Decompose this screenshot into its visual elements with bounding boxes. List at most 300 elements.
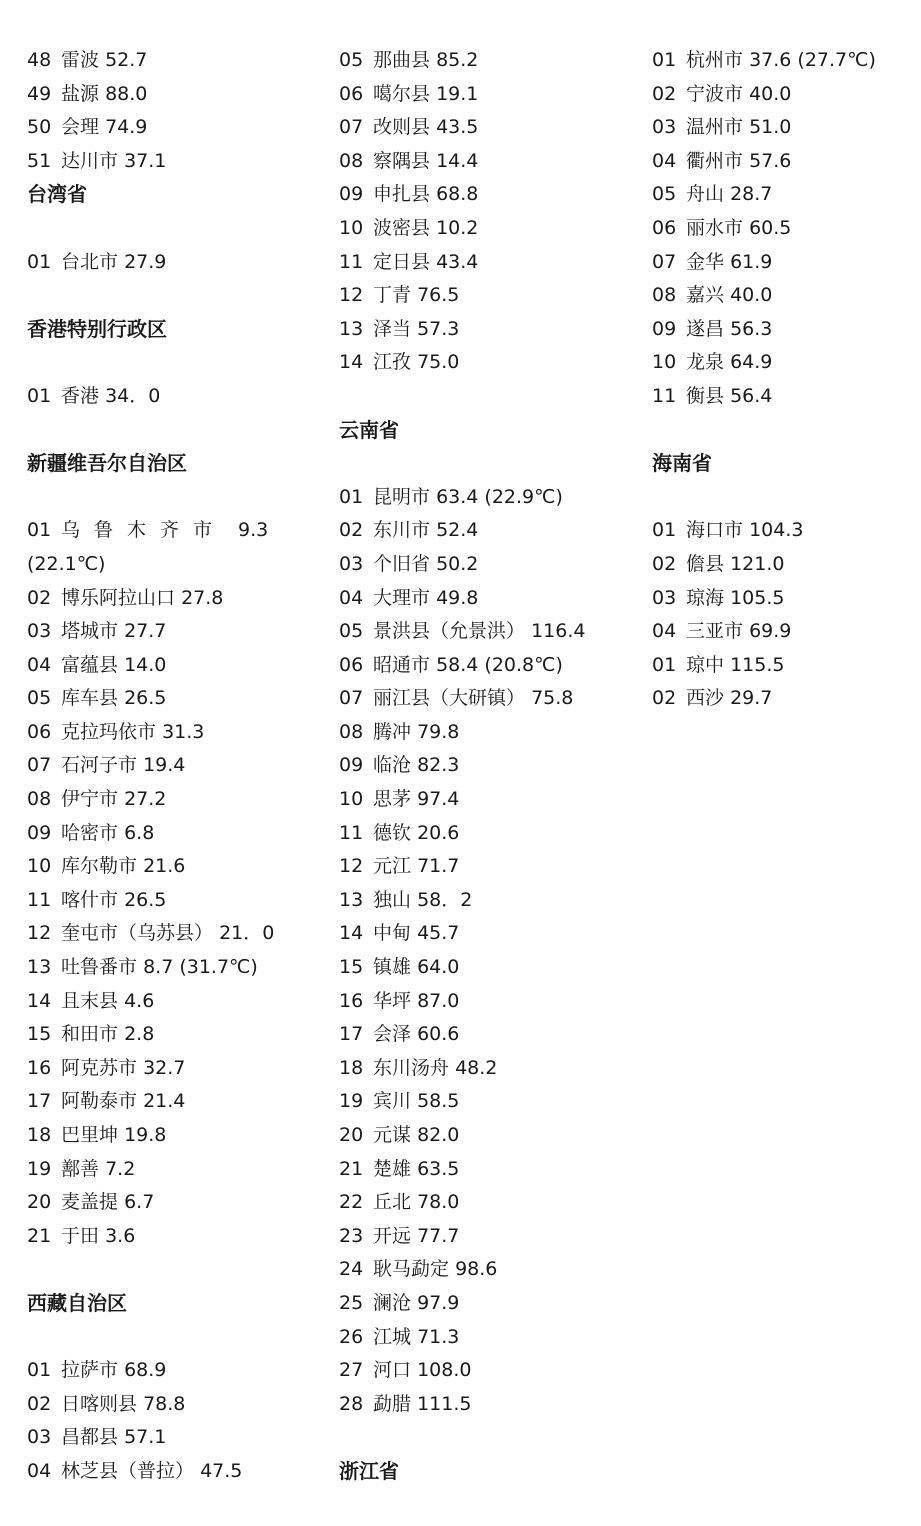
list-item bbox=[339, 78, 629, 112]
entry-number: 04 bbox=[27, 653, 52, 676]
entry-number: 08 bbox=[339, 149, 364, 172]
entry-value: 78.8 bbox=[143, 1392, 186, 1415]
list-item bbox=[27, 1052, 317, 1086]
entry-value: 52.4 bbox=[436, 519, 479, 542]
entry-value: 27.8 bbox=[181, 586, 224, 609]
entry-number: 02 bbox=[27, 586, 52, 609]
entry-number: 02 bbox=[652, 687, 677, 710]
entry-number: 10 bbox=[652, 351, 677, 374]
entry-name: 舟山 bbox=[686, 183, 725, 206]
entry-number: 07 bbox=[652, 250, 677, 273]
entry-value: 31.3 bbox=[162, 720, 205, 743]
entry-name: 克拉玛依市 bbox=[61, 720, 157, 743]
entry-value: 56.3 bbox=[730, 317, 773, 340]
list-item bbox=[27, 1421, 317, 1455]
entry-name: 昌都县 bbox=[61, 1426, 119, 1449]
list-item bbox=[652, 246, 914, 280]
entry-value: 43.4 bbox=[436, 250, 479, 273]
entry-name: 华坪 bbox=[373, 989, 412, 1012]
entry-name: 申扎县 bbox=[373, 183, 431, 206]
list-item bbox=[27, 649, 317, 683]
entry-name: 衢州市 bbox=[686, 149, 744, 172]
entry-name: 库尔勒市 bbox=[61, 855, 138, 878]
list-item bbox=[339, 1119, 629, 1153]
entry-value: 75.0 bbox=[417, 351, 460, 374]
entry-name: 独山 bbox=[373, 888, 412, 911]
entry-value: 57.6 bbox=[749, 149, 792, 172]
entry-number: 21 bbox=[339, 1157, 364, 1180]
entry-value: 57.1 bbox=[124, 1426, 167, 1449]
entry-value: 2.8 bbox=[124, 1023, 155, 1046]
list-item bbox=[339, 615, 629, 649]
entry-number: 01 bbox=[27, 384, 52, 407]
entry-number: 01 bbox=[652, 653, 677, 676]
entry-name: 波密县 bbox=[373, 216, 431, 239]
list-item bbox=[339, 1052, 629, 1086]
entry-number: 04 bbox=[652, 149, 677, 172]
entry-name: 东川市 bbox=[373, 519, 431, 542]
entry-value: 10.2 bbox=[436, 216, 479, 239]
entry-number: 01 bbox=[27, 1359, 52, 1382]
entry-name: 宾川 bbox=[373, 1090, 412, 1113]
entry-name: 达川市 bbox=[61, 149, 119, 172]
entry-number: 24 bbox=[339, 1258, 364, 1281]
entry-value: 58.4 (20.8℃) bbox=[436, 653, 563, 676]
entry-number: 50 bbox=[27, 116, 52, 139]
entry-name: 腾冲 bbox=[373, 720, 412, 743]
list-item bbox=[652, 649, 914, 683]
entry-value: 79.8 bbox=[417, 720, 460, 743]
entry-value: 60.6 bbox=[417, 1023, 460, 1046]
entry-value: 40.0 bbox=[730, 284, 773, 307]
list-item bbox=[339, 917, 629, 951]
entry-number: 03 bbox=[27, 1426, 52, 1449]
entry-number: 16 bbox=[27, 1056, 52, 1079]
entry-value: 19.8 bbox=[124, 1124, 167, 1146]
entry-name: 河口 bbox=[373, 1359, 412, 1382]
list-item bbox=[652, 582, 914, 616]
entry-value: 52.7 bbox=[105, 49, 148, 71]
entry-name: 和田市 bbox=[61, 1023, 119, 1046]
entry-number: 14 bbox=[339, 351, 364, 374]
entry-number: 06 bbox=[652, 216, 677, 239]
xizang-list bbox=[27, 1354, 317, 1488]
entry-name: 元谋 bbox=[373, 1124, 412, 1146]
entry-number: 03 bbox=[652, 116, 677, 139]
list-item bbox=[339, 346, 629, 380]
entry-value: 115.5 bbox=[730, 653, 785, 676]
list-item bbox=[652, 279, 914, 313]
entry-number: 28 bbox=[339, 1392, 364, 1415]
list-item bbox=[339, 985, 629, 1019]
entry-name: 衡县 bbox=[686, 384, 725, 407]
entry-number: 06 bbox=[339, 82, 364, 105]
entry-number: 21 bbox=[27, 1224, 52, 1247]
entry-number: 11 bbox=[652, 384, 677, 407]
entry-number: 01 bbox=[27, 250, 52, 273]
entry-name: 勐腊 bbox=[373, 1392, 412, 1415]
entry-value: 56.4 bbox=[730, 384, 773, 407]
entry-name: 嘉兴 bbox=[686, 284, 725, 307]
list-item bbox=[652, 313, 914, 347]
entry-name: 塔城市 bbox=[61, 620, 119, 643]
entry-number: 06 bbox=[27, 720, 52, 743]
entry-number: 09 bbox=[652, 317, 677, 340]
entry-name: 乌鲁木齐市 bbox=[61, 519, 227, 542]
list-item bbox=[27, 917, 317, 951]
entry-value: 7.2 bbox=[105, 1157, 136, 1180]
section-gap bbox=[339, 1421, 629, 1455]
entry-name: 于田 bbox=[61, 1224, 100, 1247]
entry-number: 18 bbox=[339, 1056, 364, 1079]
entry-value: 14.4 bbox=[436, 149, 479, 172]
entry-number: 04 bbox=[652, 620, 677, 643]
entry-name: 盐源 bbox=[61, 82, 100, 105]
entry-name: 石河子市 bbox=[61, 754, 138, 777]
entry-number: 15 bbox=[27, 1023, 52, 1046]
list-item bbox=[27, 1119, 317, 1153]
entry-value: 50.2 bbox=[436, 552, 479, 575]
entry-name: 丽水市 bbox=[686, 216, 744, 239]
list-item bbox=[339, 1253, 629, 1287]
list-item bbox=[339, 716, 629, 750]
entry-value: 78.0 bbox=[417, 1191, 460, 1214]
list-item bbox=[27, 749, 317, 783]
entry-value: 63.4 (22.9℃) bbox=[436, 485, 563, 508]
list-item bbox=[27, 1186, 317, 1220]
entry-value: 77.7 bbox=[417, 1224, 460, 1247]
entry-value: 88.0 bbox=[105, 82, 148, 105]
entry-value: 49.8 bbox=[436, 586, 479, 609]
entry-number: 03 bbox=[652, 586, 677, 609]
list-item bbox=[652, 380, 914, 414]
entry-name: 楚雄 bbox=[373, 1157, 412, 1180]
entry-number: 08 bbox=[652, 284, 677, 307]
entry-value: 68.9 bbox=[124, 1359, 167, 1382]
list-item bbox=[652, 78, 914, 112]
entry-value: 26.5 bbox=[124, 687, 167, 710]
entry-number: 01 bbox=[652, 519, 677, 542]
entry-name: 阿克苏市 bbox=[61, 1056, 138, 1079]
entry-number: 10 bbox=[27, 855, 52, 878]
entry-value: 108.0 bbox=[417, 1359, 472, 1382]
entry-name: 开远 bbox=[373, 1224, 412, 1247]
list-item bbox=[339, 682, 629, 716]
entry-name: 雷波 bbox=[61, 49, 100, 71]
entry-number: 20 bbox=[27, 1191, 52, 1214]
entry-value: 68.8 bbox=[436, 183, 479, 206]
entry-number: 09 bbox=[339, 754, 364, 777]
entry-value: 105.5 bbox=[730, 586, 785, 609]
entry-value: 58．2 bbox=[417, 888, 473, 911]
entry-name: 香港 bbox=[61, 384, 100, 407]
column-2 bbox=[339, 44, 629, 1522]
entry-value: 111.5 bbox=[417, 1392, 472, 1415]
entry-number: 18 bbox=[27, 1124, 52, 1146]
list-item bbox=[339, 1287, 629, 1321]
entry-value: 104.3 bbox=[749, 519, 804, 542]
entry-number: 05 bbox=[339, 620, 364, 643]
list-item bbox=[27, 1085, 317, 1119]
entry-name: 富蕴县 bbox=[61, 653, 119, 676]
entry-name: 博乐阿拉山口 bbox=[61, 586, 176, 609]
list-item bbox=[27, 111, 317, 145]
entry-name: 元江 bbox=[373, 855, 412, 878]
entry-number: 04 bbox=[339, 586, 364, 609]
entry-name: 遂昌 bbox=[686, 317, 725, 340]
entry-name: 儋县 bbox=[686, 552, 725, 575]
entry-value: 121.0 bbox=[730, 552, 785, 575]
entry-value: 76.5 bbox=[417, 284, 460, 307]
entry-name: 会泽 bbox=[373, 1023, 412, 1046]
entry-name: 宁波市 bbox=[686, 82, 744, 105]
entry-number: 16 bbox=[339, 989, 364, 1012]
entry-value: 51.0 bbox=[749, 116, 792, 139]
entry-name: 丁青 bbox=[373, 284, 412, 307]
list-item bbox=[339, 145, 629, 179]
sichuan-tail-list bbox=[27, 44, 317, 178]
entry-name: 拉萨市 bbox=[61, 1359, 119, 1382]
entry-value: 34．0 bbox=[105, 384, 161, 407]
list-item bbox=[27, 850, 317, 884]
column-1 bbox=[27, 44, 317, 1489]
entry-value: 82.3 bbox=[417, 754, 460, 777]
list-item bbox=[652, 548, 914, 582]
entry-name: 改则县 bbox=[373, 116, 431, 139]
list-item bbox=[27, 582, 317, 616]
entry-value: 4.6 bbox=[124, 989, 155, 1012]
entry-number: 23 bbox=[339, 1224, 364, 1247]
entry-value: 97.4 bbox=[417, 788, 460, 811]
entry-number: 09 bbox=[27, 821, 52, 844]
entry-name: 昆明市 bbox=[373, 485, 431, 508]
list-item bbox=[339, 649, 629, 683]
list-item bbox=[27, 1455, 317, 1489]
entry-name: 耿马勐定 bbox=[373, 1258, 450, 1281]
entry-value: 98.6 bbox=[455, 1258, 498, 1281]
entry-value: 20.6 bbox=[417, 821, 460, 844]
entry-name: 三亚市 bbox=[686, 620, 744, 643]
list-item bbox=[652, 44, 914, 78]
list-item bbox=[27, 716, 317, 750]
hongkong-list bbox=[27, 380, 317, 414]
list-item bbox=[27, 1354, 317, 1388]
entry-number: 25 bbox=[339, 1291, 364, 1314]
list-item bbox=[339, 749, 629, 783]
entry-value: 26.5 bbox=[124, 888, 167, 911]
entry-value: 71.7 bbox=[417, 855, 460, 878]
entry-number: 13 bbox=[339, 317, 364, 340]
list-item bbox=[652, 615, 914, 649]
list-item bbox=[339, 817, 629, 851]
list-item bbox=[27, 1220, 317, 1254]
entry-value: 69.9 bbox=[749, 620, 792, 643]
entry-number: 05 bbox=[27, 687, 52, 710]
entry-number: 07 bbox=[27, 754, 52, 777]
list-item bbox=[339, 1354, 629, 1388]
entry-value: 87.0 bbox=[417, 989, 460, 1012]
entry-number: 01 bbox=[339, 485, 364, 508]
list-item bbox=[339, 313, 629, 347]
entry-name: 巴里坤 bbox=[61, 1124, 119, 1146]
entry-number: 05 bbox=[339, 49, 364, 71]
entry-name: 噶尔县 bbox=[373, 82, 431, 105]
entry-number: 10 bbox=[339, 788, 364, 811]
xinjiang-list bbox=[27, 582, 317, 1254]
entry-value: 9.3 bbox=[238, 519, 269, 542]
entry-name: 昭通市 bbox=[373, 653, 431, 676]
entry-name: 澜沧 bbox=[373, 1291, 412, 1314]
list-item bbox=[339, 582, 629, 616]
entry-number: 13 bbox=[339, 888, 364, 911]
entry-value: 29.7 bbox=[730, 687, 773, 710]
entry-name: 思茅 bbox=[373, 788, 412, 811]
list-item bbox=[652, 346, 914, 380]
entry-number: 19 bbox=[339, 1090, 364, 1113]
entry-name: 江孜 bbox=[373, 351, 412, 374]
entry-value: 58.5 bbox=[417, 1090, 460, 1113]
entry-number: 06 bbox=[339, 653, 364, 676]
list-item bbox=[652, 514, 914, 548]
entry-value: 6.8 bbox=[124, 821, 155, 844]
entry-value: 60.5 bbox=[749, 216, 792, 239]
entry-number: 19 bbox=[27, 1157, 52, 1180]
zhejiang-list bbox=[652, 44, 914, 414]
entry-value: 61.9 bbox=[730, 250, 773, 273]
entry-value: 3.6 bbox=[105, 1224, 136, 1247]
list-item bbox=[339, 1220, 629, 1254]
entry-number: 27 bbox=[339, 1359, 364, 1382]
entry-name: 丽江县（大研镇） bbox=[373, 687, 526, 710]
entry-value: 19.1 bbox=[436, 82, 479, 105]
entry-name: 喀什市 bbox=[61, 888, 119, 911]
entry-value: 82.0 bbox=[417, 1124, 460, 1146]
entry-number: 20 bbox=[339, 1124, 364, 1146]
entry-name: 台北市 bbox=[61, 250, 119, 273]
list-item bbox=[27, 380, 317, 414]
entry-number: 05 bbox=[652, 183, 677, 206]
entry-value: 21.6 bbox=[143, 855, 186, 878]
entry-name: 阿勒泰市 bbox=[61, 1090, 138, 1113]
list-item bbox=[339, 1153, 629, 1187]
entry-number: 01 bbox=[652, 49, 677, 71]
list-item bbox=[339, 1018, 629, 1052]
entry-value: 85.2 bbox=[436, 49, 479, 71]
entry-name: 吐鲁番市 bbox=[61, 956, 138, 979]
list-item bbox=[27, 1388, 317, 1422]
entry-name: 伊宁市 bbox=[61, 788, 119, 811]
entry-number: 14 bbox=[27, 989, 52, 1012]
entry-value: 40.0 bbox=[749, 82, 792, 105]
list-item bbox=[27, 145, 317, 179]
entry-number: 17 bbox=[27, 1090, 52, 1113]
section-heading-hainan: 海南省 bbox=[652, 451, 712, 476]
list-item bbox=[339, 44, 629, 78]
list-item bbox=[652, 145, 914, 179]
list-item bbox=[652, 178, 914, 212]
list-item bbox=[339, 246, 629, 280]
list-item bbox=[27, 951, 317, 985]
entry-number: 49 bbox=[27, 82, 52, 105]
entry-number: 14 bbox=[339, 922, 364, 945]
entry-number: 12 bbox=[339, 284, 364, 307]
entry-value: 48.2 bbox=[455, 1056, 498, 1079]
entry-number: 07 bbox=[339, 116, 364, 139]
entry-number: 13 bbox=[27, 956, 52, 979]
entry-number: 08 bbox=[339, 720, 364, 743]
list-item bbox=[339, 1085, 629, 1119]
entry-name: 江城 bbox=[373, 1325, 412, 1348]
section-heading-hongkong: 香港特别行政区 bbox=[27, 316, 167, 341]
entry-value: 28.7 bbox=[730, 183, 773, 206]
list-item bbox=[339, 279, 629, 313]
entry-name: 琼海 bbox=[686, 586, 725, 609]
column-3 bbox=[652, 44, 914, 716]
entry-name: 丘北 bbox=[373, 1191, 412, 1214]
list-item bbox=[339, 111, 629, 145]
list-item bbox=[339, 850, 629, 884]
entry-value: 75.8 bbox=[531, 687, 574, 710]
entry-number: 22 bbox=[339, 1191, 364, 1214]
entry-value: 14.0 bbox=[124, 653, 167, 676]
entry-value: 21．0 bbox=[219, 922, 275, 945]
entry-value: 57.3 bbox=[417, 317, 460, 340]
entry-name: 个旧省 bbox=[373, 552, 431, 575]
entry-number: 02 bbox=[339, 519, 364, 542]
entry-name: 琼中 bbox=[686, 653, 725, 676]
entry-name: 东川汤舟 bbox=[373, 1056, 450, 1079]
list-item bbox=[652, 111, 914, 145]
entry-number: 04 bbox=[27, 1459, 52, 1482]
entry-value: 19.4 bbox=[143, 754, 186, 777]
entry-number: 51 bbox=[27, 149, 52, 172]
entry-value: 8.7 (31.7℃) bbox=[143, 956, 258, 979]
entry-name: 德钦 bbox=[373, 821, 412, 844]
entry-number: 48 bbox=[27, 49, 52, 71]
list-item bbox=[339, 212, 629, 246]
entry-number: 08 bbox=[27, 788, 52, 811]
entry-number: 03 bbox=[339, 552, 364, 575]
list-item bbox=[27, 783, 317, 817]
entry-number: 03 bbox=[27, 620, 52, 643]
entry-value: 71.3 bbox=[417, 1325, 460, 1348]
entry-value: 37.1 bbox=[124, 149, 167, 172]
entry-number: 02 bbox=[652, 82, 677, 105]
xizang-tail-list bbox=[339, 44, 629, 380]
entry-name: 镇雄 bbox=[373, 956, 412, 979]
entry-value: 63.5 bbox=[417, 1157, 460, 1180]
entry-number: 15 bbox=[339, 956, 364, 979]
list-item bbox=[652, 682, 914, 716]
entry-name: 景洪县（允景洪） bbox=[373, 620, 526, 643]
section-heading-zhejiang: 浙江省 bbox=[339, 1458, 399, 1483]
entry-number: 12 bbox=[339, 855, 364, 878]
entry-value: 74.9 bbox=[105, 116, 148, 139]
entry-value: 6.7 bbox=[124, 1191, 155, 1214]
list-item bbox=[27, 1018, 317, 1052]
entry-name: 大理市 bbox=[373, 586, 431, 609]
list-item bbox=[27, 985, 317, 1019]
section-heading-yunnan: 云南省 bbox=[339, 417, 399, 442]
entry-number: 11 bbox=[339, 821, 364, 844]
entry-name: 中甸 bbox=[373, 922, 412, 945]
entry-number: 11 bbox=[27, 888, 52, 911]
list-item bbox=[339, 514, 629, 548]
list-item bbox=[339, 548, 629, 582]
entry-name: 哈密市 bbox=[61, 821, 119, 844]
entry-number: 09 bbox=[339, 183, 364, 206]
entry-name: 察隅县 bbox=[373, 149, 431, 172]
